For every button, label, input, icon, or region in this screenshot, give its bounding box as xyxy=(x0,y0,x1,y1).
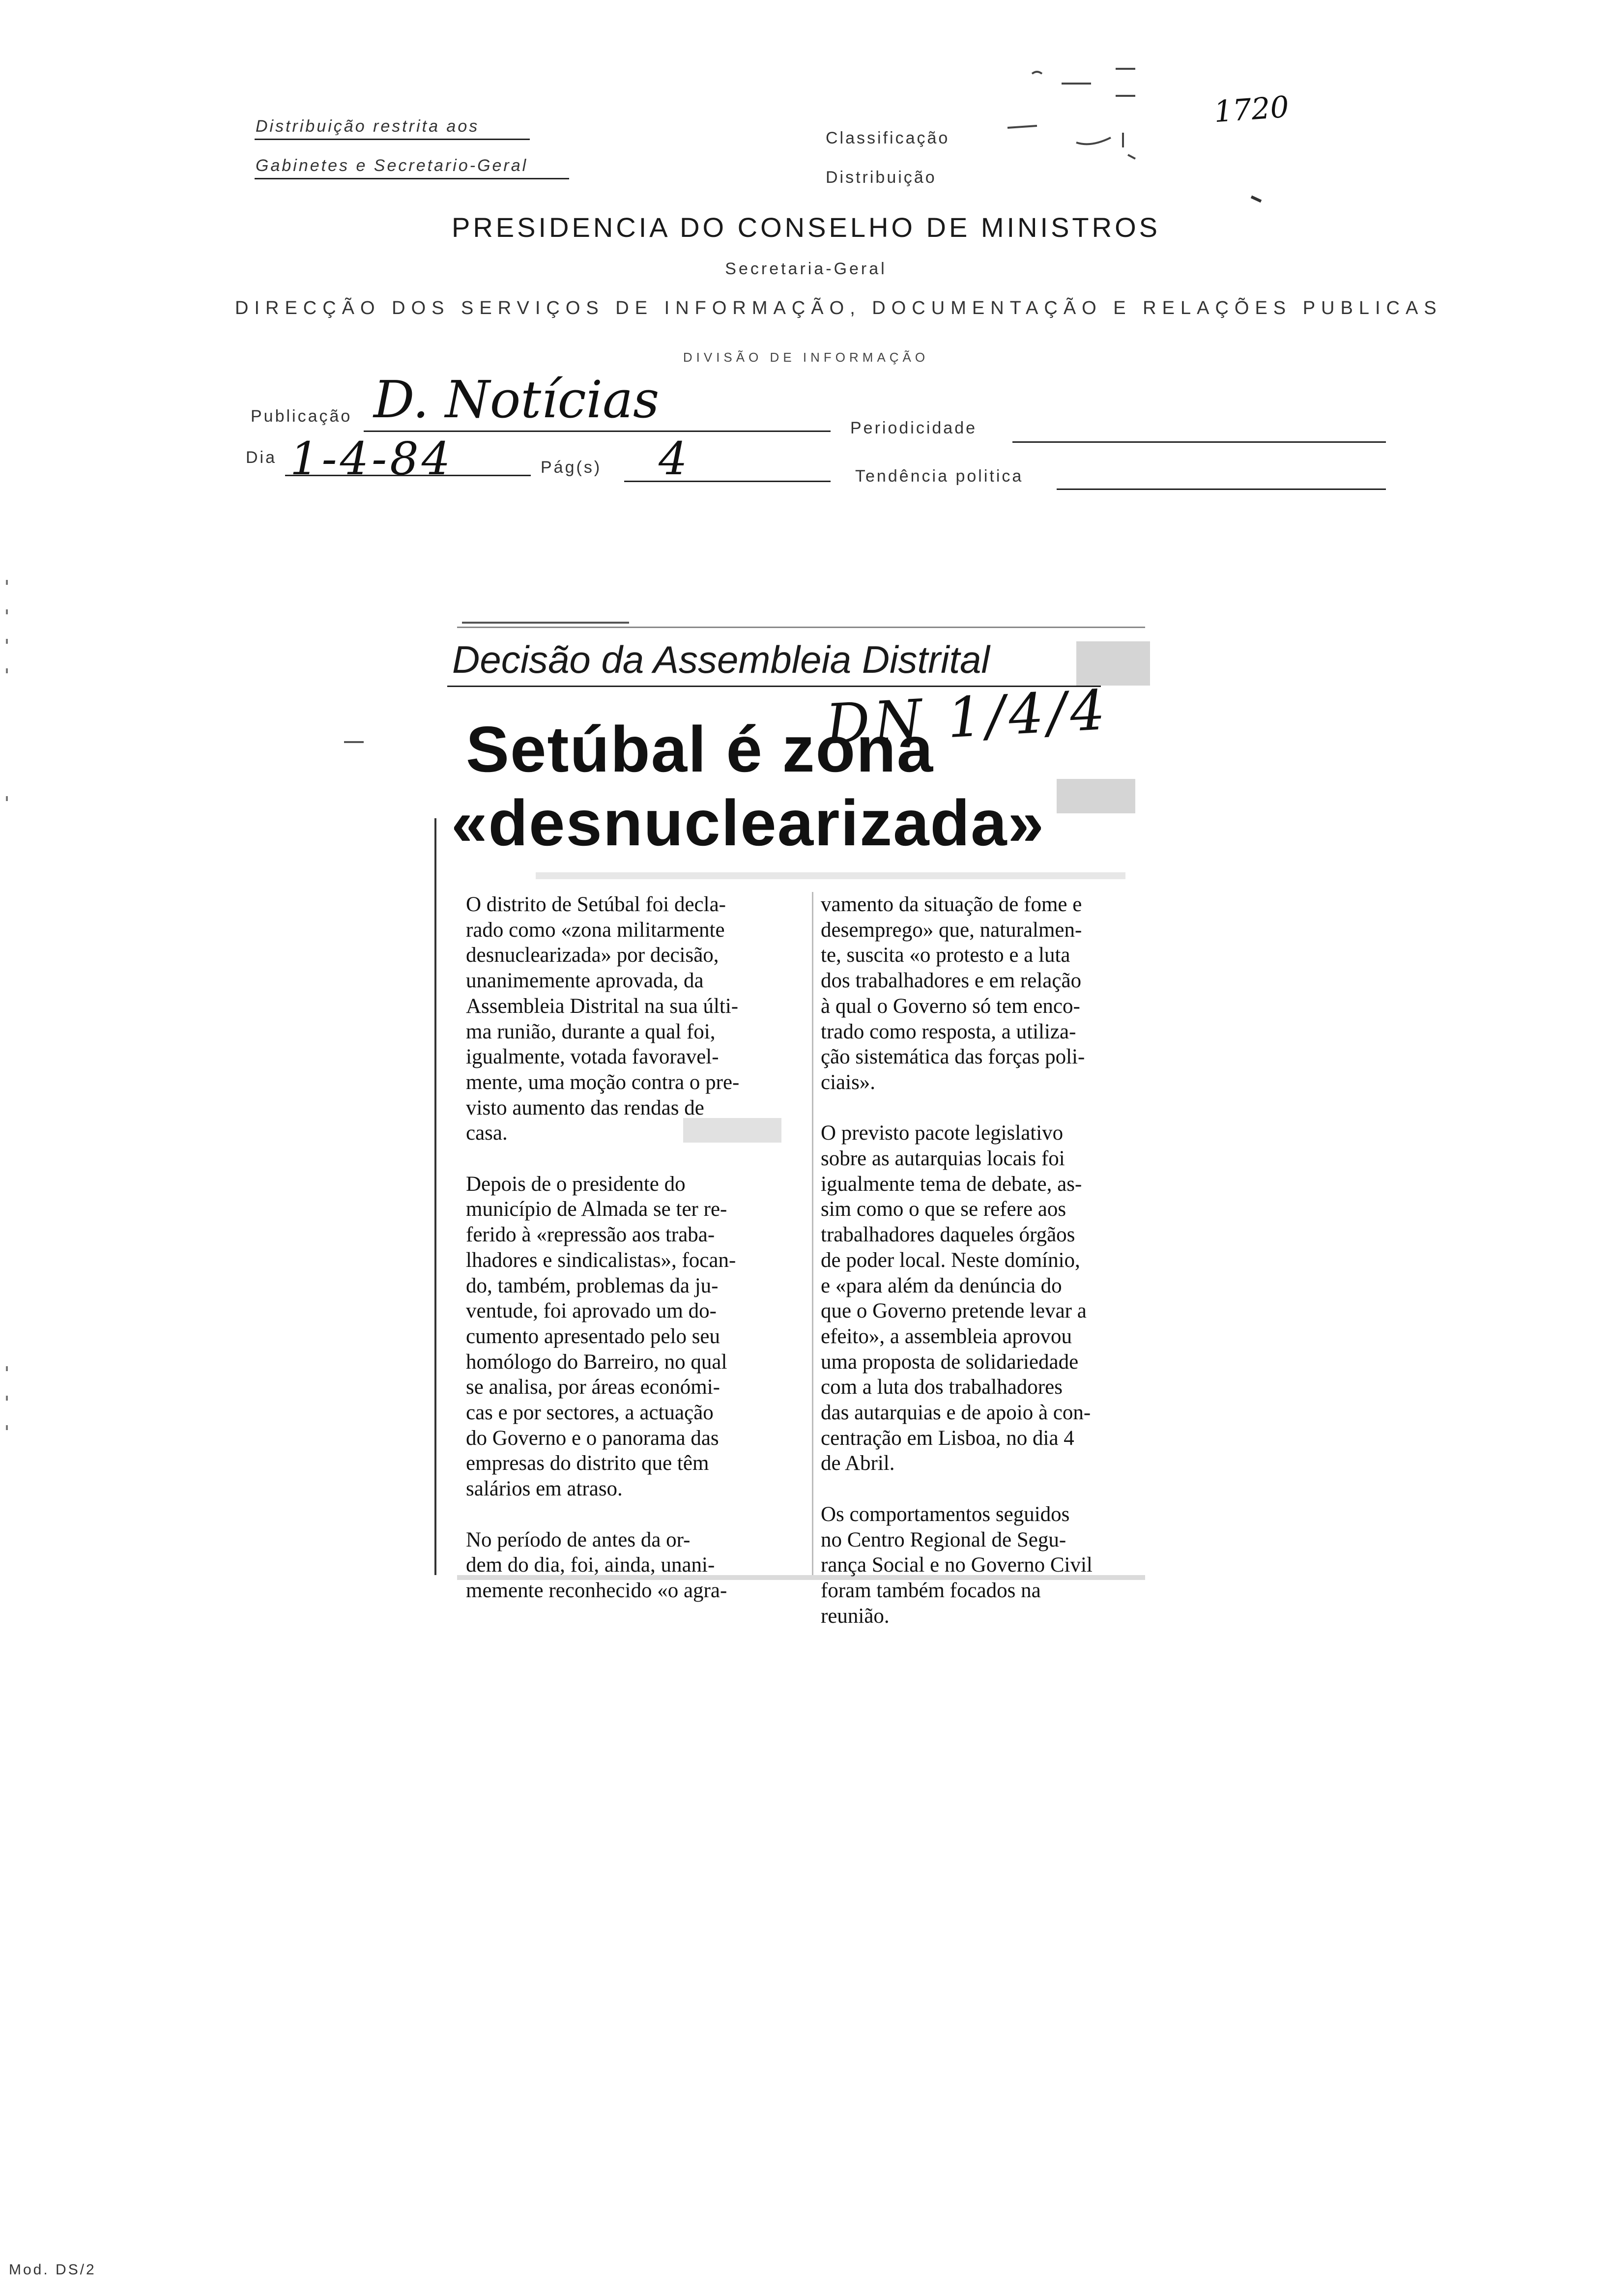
division-line: DIVISÃO DE INFORMAÇÃO xyxy=(683,350,929,365)
margin-dot xyxy=(6,1366,8,1371)
distribution-label: Distribuição xyxy=(826,168,937,187)
publication-value: D. Notícias xyxy=(374,370,660,430)
margin-dot xyxy=(6,1425,8,1430)
periodicity-label: Periodicidade xyxy=(850,419,978,437)
day-label: Dia xyxy=(246,448,277,467)
publication-label: Publicação xyxy=(251,407,352,426)
institution-title: PRESIDENCIA DO CONSELHO DE MINISTROS xyxy=(452,212,1160,243)
pages-value: 4 xyxy=(659,432,688,485)
day-value: 1-4-84 xyxy=(290,432,454,485)
distribution-restricted-line: Distribuição restrita aos xyxy=(256,117,480,136)
article-kicker: Decisão da Assembleia Distrital xyxy=(452,638,990,681)
political-tendency-underline xyxy=(1057,488,1386,490)
headline-line-1: Setúbal é zona xyxy=(466,713,934,785)
article-column-left: O distrito de Setúbal foi decla- rado como «zona militarmente desnuclearizada» por decisão, unanimemente aprovada, da Assembleia Distrital na sua últi- ma runião, durante a qual foi, igualmente, votada favoravel- mente, uma moção contra o pre- visto aumento das rendas de casa. Depois de o presidente do município de Almada se ter re- ferido à «repressão aos traba- lhadores e sindicalistas», focan- do, também, problemas da ju- ventude, foi aprovado um do- cumento apresentado pelo seu homólogo do Barreiro, no qual se analisa, por áreas económi- cas e por sectores, a actuação do Governo e o panorama das empresas do distrito que têm salários em atraso. No período de antes da or- dem do dia, foi, ainda, unani- memente reconhecido «o agra- xyxy=(466,893,740,1602)
margin-dot xyxy=(6,796,8,801)
clipping-top-rule xyxy=(462,622,629,624)
scan-noise xyxy=(1057,779,1135,813)
newspaper-clipping xyxy=(437,607,1194,1628)
margin-dot xyxy=(6,609,8,614)
publication-underline xyxy=(364,430,831,432)
distribution-cabinets-line: Gabinetes e Secretario-Geral xyxy=(256,156,528,175)
margin-dot xyxy=(6,668,8,673)
pages-label: Pág(s) xyxy=(541,458,602,477)
reference-number-scribble: 1720 xyxy=(1212,89,1290,130)
scan-noise xyxy=(1076,641,1150,686)
classification-label: Classificação xyxy=(826,129,950,147)
clipping-left-edge xyxy=(434,818,436,1575)
scan-noise xyxy=(536,872,1125,879)
headline-line-2: «desnuclearizada» xyxy=(451,787,1045,859)
margin-dot xyxy=(6,580,8,585)
clipping-top-edge xyxy=(457,627,1145,628)
handwritten-date: DN 1/4/4 xyxy=(824,678,1111,757)
periodicity-underline xyxy=(1012,441,1386,443)
classification-stamp-scribble xyxy=(1003,59,1209,177)
form-code: Mod. DS/2 xyxy=(9,2262,96,2278)
distribution-line-rule xyxy=(255,139,530,140)
margin-dot xyxy=(6,1396,8,1401)
margin-stray-mark xyxy=(344,741,364,743)
directorate-line: DIRECÇÃO DOS SERVIÇOS DE INFORMAÇÃO, DOCUMENTAÇÃO E RELAÇÕES PUBLICAS xyxy=(235,298,1442,318)
political-tendency-label: Tendência politica xyxy=(855,467,1024,486)
day-underline xyxy=(285,475,531,476)
margin-tick-mark xyxy=(1251,196,1262,203)
column-divider xyxy=(812,892,813,1575)
article-column-right: vamento da situação de fome e desemprego» que, naturalmen- te, suscita «o protesto e a luta dos trabalhadores e em relação à qual o Governo só tem enco- trado como resposta, a utiliza- ção sistemática das forças poli- ciais». O previsto pacote legislativo sobre as autarquias locais foi igualmente tema de debate, as- sim como o que se refere aos trabalhadores daqueles órgãos de poder local. Neste domínio, e «para além da denúncia do que o Governo pretende levar a efeito», a assembleia aprovou uma proposta de solidariedade com a luta dos trabalhadores das autarquias e de apoio à con- centração em Lisboa, no dia 4 de Abril. Os comportamentos seguidos no Centro Regional de Segu- rança Social e no Governo Civil foram também focados na reunião. xyxy=(821,893,1093,1628)
secretariat-subtitle: Secretaria-Geral xyxy=(725,259,887,278)
pages-underline xyxy=(624,481,831,482)
distribution-line-rule-2 xyxy=(255,178,569,179)
margin-dot xyxy=(6,639,8,644)
